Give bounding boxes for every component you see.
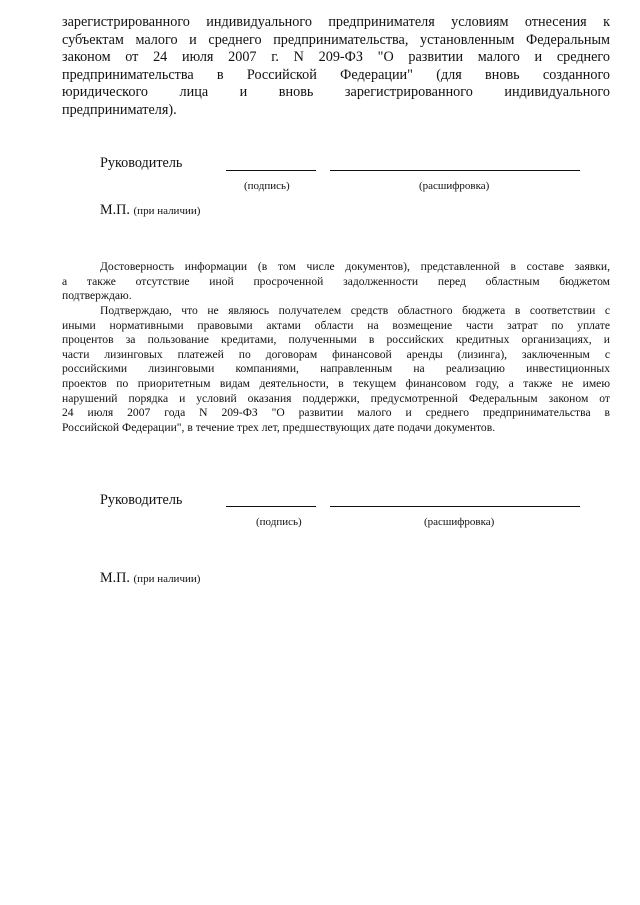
stamp-label: М.П. [100, 202, 130, 218]
paragraph-line: Достоверность информации (в том числе документов), представленной в составе заявки, [100, 260, 610, 273]
signer-role-label: Руководитель [100, 155, 183, 171]
signature-caption: (подпись) [244, 180, 290, 192]
stamp-note: (при наличии) [133, 205, 201, 217]
paragraph-line: 24 июля 2007 года N 209-ФЗ "О развитии малого и среднего предпринимательства в [62, 406, 610, 420]
paragraph-line: Подтверждаю, что не являюсь получателем средств областного бюджета в соответствии с [100, 304, 610, 317]
signature-line [226, 506, 316, 507]
signature-caption: (подпись) [256, 516, 302, 528]
confirmation-paragraph-1 [62, 260, 610, 304]
paragraph-line: процентов за пользование кредитами, полученными в российских кредитных организациях, и [62, 333, 610, 347]
stamp-placeholder [100, 570, 200, 587]
intro-line: законом от 24 июля 2007 г. N 209-ФЗ "О развитии малого и среднего [62, 49, 610, 65]
stamp-note: (при наличии) [133, 573, 201, 585]
signature-line [226, 170, 316, 171]
name-line [330, 170, 580, 171]
name-line [330, 506, 580, 507]
intro-line: зарегистрированного индивидуального предпринимателя условиям отнесения к [62, 14, 610, 30]
intro-paragraph [62, 14, 610, 119]
name-caption: (расшифровка) [424, 516, 495, 528]
stamp-placeholder [100, 202, 200, 219]
name-caption: (расшифровка) [419, 180, 490, 192]
paragraph-line: нарушений порядка и условий оказания поддержки, предусмотренной Федеральным законом от [62, 391, 610, 405]
confirmation-paragraph-2 [62, 304, 610, 435]
signer-role-label: Руководитель [100, 492, 183, 508]
paragraph-line: а также отсутствие иной просроченной задолженности перед областным бюджетом [62, 274, 610, 288]
paragraph-line: подтверждаю. [62, 289, 132, 303]
intro-line: юридического лица и вновь зарегистрированного индивидуального [62, 84, 610, 100]
intro-line: субъектам малого и среднего предпринимательства, установленным Федеральным [62, 31, 610, 48]
paragraph-line: Российской Федерации", в течение трех лет, предшествующих дате подачи документов. [62, 420, 496, 434]
intro-line: предпринимателя). [62, 101, 177, 118]
paragraph-line: части лизинговых платежей по договорам финансовой аренды (лизинга), заключенным с [62, 347, 610, 361]
stamp-label: М.П. [100, 570, 130, 586]
paragraph-line: иными нормативными правовыми актами области на возмещение части затрат по уплате [62, 318, 610, 332]
paragraph-line: российскими лизинговыми компаниями, направленным на реализацию инвестиционных [62, 362, 610, 376]
paragraph-line: проектов по приоритетным видам деятельности, в текущем финансовом году, а также не имею [62, 376, 610, 390]
intro-line: предпринимательства в Российской Федерации" (для вновь созданного [62, 66, 610, 83]
